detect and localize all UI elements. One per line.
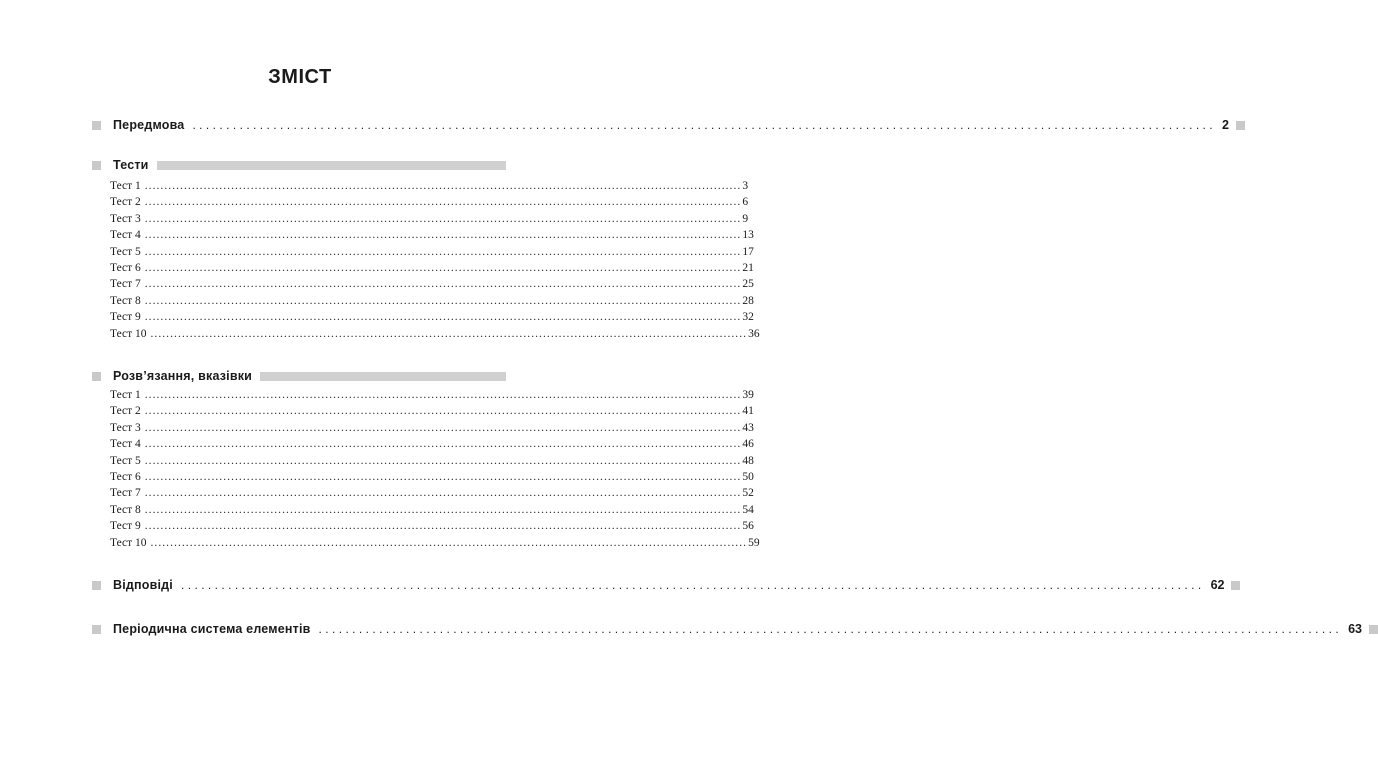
dot-leader: ........................................................................................................................................................: [144, 487, 742, 500]
toc-row-page: 59: [748, 536, 760, 549]
bullet-square: [1231, 581, 1240, 590]
page-number: 63: [1348, 622, 1362, 636]
toc-row-label: Тест 5: [110, 245, 141, 258]
dot-leader: ........................................................................................................................................................: [144, 311, 742, 324]
dot-leader: ........................................................................................................................................................: [144, 389, 742, 401]
toc-row-label: Тест 4: [110, 438, 141, 451]
toc-row[interactable]: [110, 535, 760, 551]
dot-leader: ........................................................................................................................................................: [181, 578, 1205, 592]
toc-row-label: Тест 10: [110, 327, 147, 340]
toc-row[interactable]: [110, 518, 754, 534]
dot-leader: ........................................................................................................................................................: [144, 196, 742, 209]
toc-row-label: Тест 2: [110, 405, 141, 418]
toc-row-page: 39: [742, 389, 754, 401]
dot-leader: ........................................................................................................................................................: [144, 454, 742, 467]
toc-row[interactable]: [110, 403, 754, 419]
toc-row[interactable]: [110, 502, 754, 518]
toc-row-page: 41: [742, 405, 754, 418]
toc-row-page: 13: [742, 229, 754, 242]
toc-row-page: 6: [742, 196, 749, 209]
bullet-square: [1236, 121, 1245, 130]
toc-row-page: 50: [742, 471, 754, 483]
toc-row[interactable]: [110, 309, 754, 325]
section-title: Тести: [113, 158, 149, 172]
toc-row-label: Тест 3: [110, 212, 141, 225]
toc-row-page: 17: [742, 245, 754, 258]
toc-row[interactable]: [110, 244, 754, 260]
toc-row-page: 28: [742, 294, 754, 307]
toc-row-page: 21: [742, 262, 754, 274]
toc-row-label: Тест 5: [110, 454, 141, 467]
toc-section-foreword[interactable]: [92, 117, 1229, 133]
toc-row[interactable]: [110, 326, 760, 342]
toc-row-label: Тест 1: [110, 389, 141, 401]
toc-row-label: Тест 2: [110, 196, 141, 209]
section-bar: [157, 161, 506, 170]
bullet-square: [92, 161, 101, 170]
page-title: ЗМІСТ: [268, 66, 332, 88]
dot-leader: ........................................................................................................................................................: [144, 405, 742, 418]
dot-leader: ........................................................................................................................................................: [144, 245, 742, 258]
toc-row[interactable]: [110, 469, 754, 485]
toc-section-solutions: [92, 368, 506, 384]
toc-row[interactable]: [110, 293, 754, 309]
section-title: Розв’язання, вказівки: [113, 369, 253, 383]
toc-row[interactable]: [110, 276, 754, 292]
dot-leader: ........................................................................................................................................................: [150, 536, 748, 549]
toc-row-label: Тест 6: [110, 262, 141, 274]
toc-section-tests: [92, 157, 506, 173]
toc-section-periodic[interactable]: [92, 621, 1362, 637]
toc-row-label: Тест 6: [110, 471, 141, 483]
dot-leader: ........................................................................................................................................................: [144, 180, 742, 192]
dot-leader: ........................................................................................................................................................: [144, 503, 742, 516]
dot-leader: ........................................................................................................................................................: [144, 229, 742, 242]
bullet-square: [92, 581, 101, 590]
page-number: 62: [1210, 578, 1225, 592]
toc-row-page: 36: [748, 327, 760, 340]
toc-row[interactable]: [110, 178, 749, 194]
bullet-square: [92, 372, 101, 381]
toc-row-page: 43: [742, 421, 754, 434]
toc-row-label: Тест 8: [110, 503, 141, 516]
toc-row-page: 25: [742, 278, 754, 291]
toc-row-label: Тест 7: [110, 487, 141, 500]
toc-row-page: 32: [742, 311, 754, 324]
toc-row-label: Тест 8: [110, 294, 141, 307]
toc-row-label: Тест 10: [110, 536, 147, 549]
toc-section-answers[interactable]: [92, 577, 1225, 593]
dot-leader: ........................................................................................................................................................: [144, 278, 742, 291]
section-title: Передмова: [113, 118, 185, 132]
bullet-square: [92, 121, 101, 130]
toc-row[interactable]: [110, 436, 754, 452]
dot-leader: ........................................................................................................................................................: [144, 520, 742, 533]
section-bar: [260, 372, 506, 381]
toc-row[interactable]: [110, 485, 754, 501]
dot-leader: ........................................................................................................................................................: [150, 327, 748, 340]
dot-leader: ........................................................................................................................................................: [144, 471, 742, 483]
toc-row-label: Тест 3: [110, 421, 141, 434]
toc-row-page: 9: [742, 212, 749, 225]
toc-row-label: Тест 1: [110, 180, 141, 192]
toc-row[interactable]: [110, 211, 749, 227]
toc-row-page: 54: [742, 503, 754, 516]
toc-row[interactable]: [110, 260, 754, 276]
dot-leader: ........................................................................................................................................................: [192, 118, 1217, 132]
toc-row-page: 3: [742, 180, 749, 192]
toc-row-label: Тест 4: [110, 229, 141, 242]
dot-leader: ........................................................................................................................................................: [144, 262, 742, 274]
dot-leader: ........................................................................................................................................................: [144, 438, 742, 451]
toc-row[interactable]: [110, 453, 754, 469]
section-title: Періодична система елементів: [113, 622, 311, 636]
section-title: Відповіді: [113, 578, 173, 592]
toc-row-page: 56: [742, 520, 754, 533]
dot-leader: ........................................................................................................................................................: [144, 294, 742, 307]
toc-row-page: 46: [742, 438, 754, 451]
toc-row-label: Тест 9: [110, 520, 141, 533]
bullet-square: [1369, 625, 1378, 634]
dot-leader: ........................................................................................................................................................: [144, 421, 742, 434]
toc-row[interactable]: [110, 420, 754, 436]
toc-row-label: Тест 7: [110, 278, 141, 291]
toc-row[interactable]: [110, 387, 754, 403]
toc-row[interactable]: [110, 194, 749, 210]
toc-row[interactable]: [110, 227, 754, 243]
bullet-square: [92, 625, 101, 634]
dot-leader: ........................................................................................................................................................: [144, 212, 742, 225]
toc-row-page: 52: [742, 487, 754, 500]
toc-row-page: 48: [742, 454, 754, 467]
page-number: 2: [1222, 118, 1229, 132]
toc-row-label: Тест 9: [110, 311, 141, 324]
dot-leader: ........................................................................................................................................................: [318, 622, 1343, 636]
